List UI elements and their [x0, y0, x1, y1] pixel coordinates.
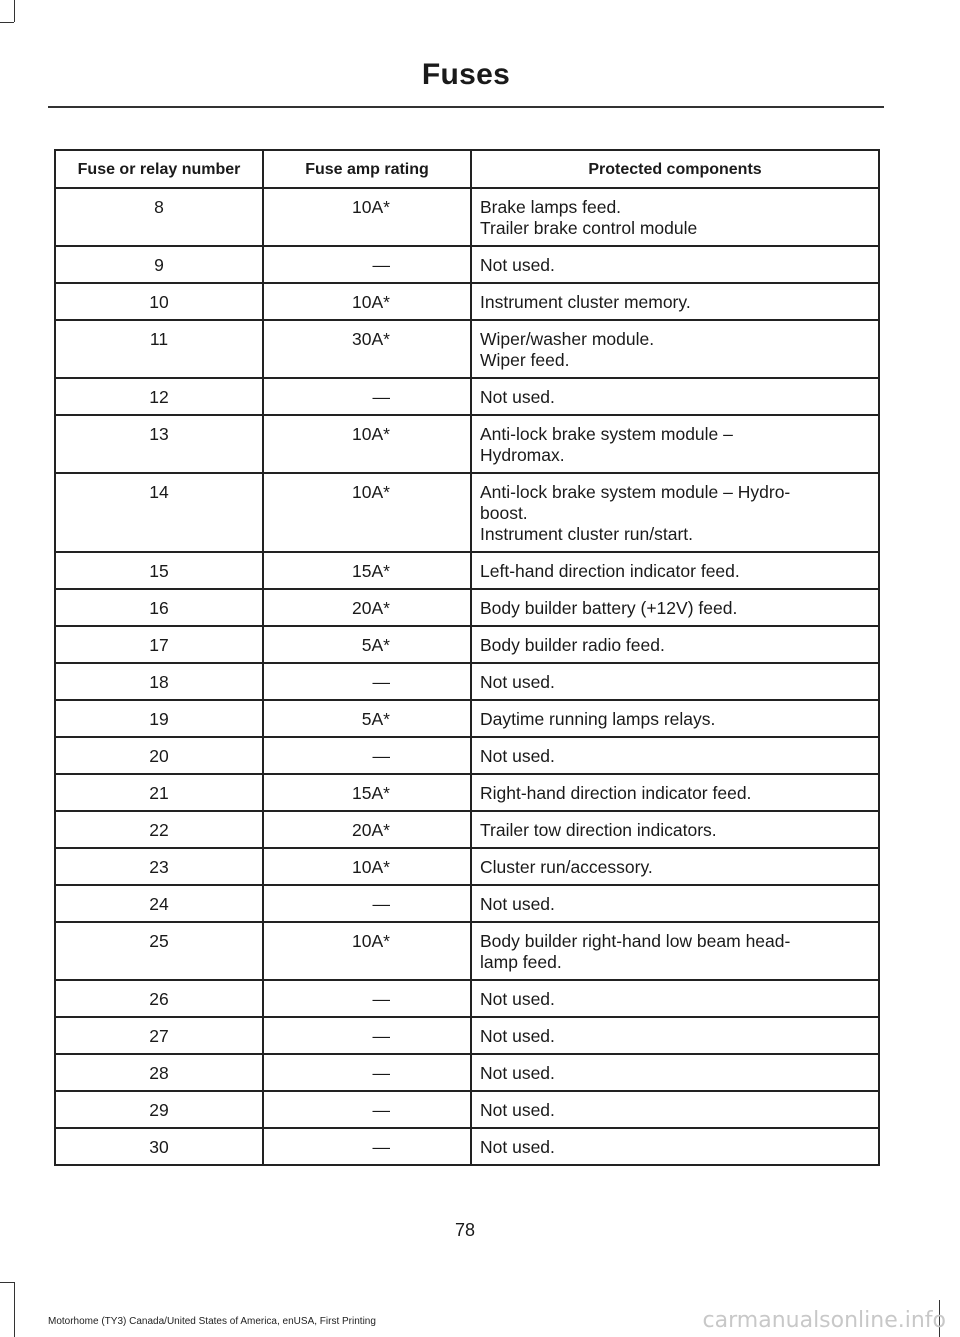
protected-components-cell	[471, 415, 879, 473]
column-header-protected-components: Protected components	[471, 150, 879, 188]
fuse-number-cell: 16	[55, 589, 263, 626]
table-row	[55, 1128, 879, 1165]
fuse-number-cell: 17	[55, 626, 263, 663]
component-line: Not used.	[480, 672, 555, 692]
amp-rating-cell: —	[263, 378, 471, 415]
crop-mark	[14, 1282, 15, 1337]
protected-components-cell	[471, 811, 879, 848]
component-line: boost.	[480, 503, 528, 523]
fuse-number-cell: 27	[55, 1017, 263, 1054]
protected-components-cell	[471, 1091, 879, 1128]
table-row	[55, 589, 879, 626]
fuse-number-cell: 26	[55, 980, 263, 1017]
component-line: lamp feed.	[480, 952, 562, 972]
table-row	[55, 188, 879, 246]
fuse-number-cell: 8	[55, 188, 263, 246]
component-line: Not used.	[480, 1137, 555, 1157]
table-row	[55, 663, 879, 700]
amp-rating-cell: —	[263, 1091, 471, 1128]
amp-rating-cell: 10A*	[263, 848, 471, 885]
amp-rating-cell: —	[263, 885, 471, 922]
amp-rating-cell: 10A*	[263, 922, 471, 980]
fuse-number-cell: 10	[55, 283, 263, 320]
amp-rating-cell: —	[263, 1054, 471, 1091]
amp-rating-cell: 10A*	[263, 283, 471, 320]
protected-components-cell	[471, 922, 879, 980]
fuse-number-cell: 19	[55, 700, 263, 737]
protected-components-cell	[471, 473, 879, 552]
table-row	[55, 737, 879, 774]
component-line: Body builder right-hand low beam head-	[480, 931, 791, 951]
table-row	[55, 283, 879, 320]
fuse-number-cell: 13	[55, 415, 263, 473]
amp-rating-cell: —	[263, 737, 471, 774]
component-line: Instrument cluster memory.	[480, 292, 691, 312]
component-line: Not used.	[480, 255, 555, 275]
protected-components-cell	[471, 552, 879, 589]
component-line: Instrument cluster run/start.	[480, 524, 693, 544]
protected-components-cell	[471, 737, 879, 774]
fuse-number-cell: 22	[55, 811, 263, 848]
table-row	[55, 1017, 879, 1054]
protected-components-cell	[471, 774, 879, 811]
component-line: Trailer brake control module	[480, 218, 698, 238]
table-row	[55, 1091, 879, 1128]
fuse-number-cell: 9	[55, 246, 263, 283]
protected-components-cell	[471, 188, 879, 246]
amp-rating-cell: 30A*	[263, 320, 471, 378]
component-line: Hydromax.	[480, 445, 565, 465]
component-line: Body builder battery (+12V) feed.	[480, 598, 738, 618]
component-line: Not used.	[480, 989, 555, 1009]
amp-rating-cell: 20A*	[263, 811, 471, 848]
table-row	[55, 552, 879, 589]
fuse-number-cell: 29	[55, 1091, 263, 1128]
amp-rating-cell: 10A*	[263, 188, 471, 246]
protected-components-cell	[471, 283, 879, 320]
protected-components-cell	[471, 1017, 879, 1054]
header-divider	[48, 106, 884, 108]
fuse-number-cell: 15	[55, 552, 263, 589]
table-row	[55, 415, 879, 473]
component-line: Body builder radio feed.	[480, 635, 665, 655]
table-row	[55, 922, 879, 980]
table-body	[55, 188, 879, 1165]
protected-components-cell	[471, 626, 879, 663]
protected-components-cell	[471, 885, 879, 922]
amp-rating-cell: 5A*	[263, 700, 471, 737]
protected-components-cell	[471, 589, 879, 626]
protected-components-cell	[471, 320, 879, 378]
amp-rating-cell: —	[263, 980, 471, 1017]
table-row	[55, 246, 879, 283]
column-header-amp-rating: Fuse amp rating	[263, 150, 471, 188]
protected-components-cell	[471, 848, 879, 885]
fuse-number-cell: 20	[55, 737, 263, 774]
fuse-number-cell: 24	[55, 885, 263, 922]
protected-components-cell	[471, 246, 879, 283]
table-row	[55, 626, 879, 663]
fuse-number-cell: 11	[55, 320, 263, 378]
fuse-number-cell: 28	[55, 1054, 263, 1091]
protected-components-cell	[471, 1128, 879, 1165]
table-row	[55, 848, 879, 885]
protected-components-cell	[471, 378, 879, 415]
table-row	[55, 473, 879, 552]
amp-rating-cell: 15A*	[263, 552, 471, 589]
fuse-number-cell: 21	[55, 774, 263, 811]
table-row	[55, 700, 879, 737]
crop-mark	[0, 1282, 14, 1283]
fuse-number-cell: 25	[55, 922, 263, 980]
amp-rating-cell: —	[263, 246, 471, 283]
table-row	[55, 811, 879, 848]
amp-rating-cell: 10A*	[263, 473, 471, 552]
page-number: 78	[454, 1220, 476, 1240]
protected-components-cell	[471, 663, 879, 700]
protected-components-cell	[471, 700, 879, 737]
fuse-number-cell: 18	[55, 663, 263, 700]
table-row	[55, 774, 879, 811]
component-line: Not used.	[480, 1063, 555, 1083]
publication-info: Motorhome (TY3) Canada/United States of America, enUSA, First Printing	[48, 1316, 376, 1327]
fuse-number-cell: 14	[55, 473, 263, 552]
fuse-number-cell: 12	[55, 378, 263, 415]
component-line: Anti-lock brake system module – Hydro-	[480, 482, 791, 502]
fuse-table	[54, 149, 880, 1166]
table-row	[55, 378, 879, 415]
amp-rating-cell: 10A*	[263, 415, 471, 473]
protected-components-cell	[471, 1054, 879, 1091]
fuse-number-cell: 30	[55, 1128, 263, 1165]
page-title: Fuses	[421, 58, 511, 91]
table-row	[55, 1054, 879, 1091]
protected-components-cell	[471, 980, 879, 1017]
column-header-fuse-number: Fuse or relay number	[55, 150, 263, 188]
amp-rating-cell: —	[263, 1017, 471, 1054]
amp-rating-cell: 20A*	[263, 589, 471, 626]
table-row	[55, 980, 879, 1017]
table-header-row	[55, 150, 879, 188]
component-line: Daytime running lamps relays.	[480, 709, 716, 729]
fuse-number-cell: 23	[55, 848, 263, 885]
amp-rating-cell: 15A*	[263, 774, 471, 811]
component-line: Brake lamps feed.	[480, 197, 622, 217]
crop-mark	[0, 22, 14, 23]
component-line: Not used.	[480, 894, 555, 914]
table-row	[55, 320, 879, 378]
component-line: Not used.	[480, 1100, 555, 1120]
component-line: Left-hand direction indicator feed.	[480, 561, 740, 581]
component-line: Not used.	[480, 387, 555, 407]
amp-rating-cell: 5A*	[263, 626, 471, 663]
watermark: carmanualsonline.info	[702, 1308, 946, 1333]
amp-rating-cell: —	[263, 1128, 471, 1165]
table-row	[55, 885, 879, 922]
component-line: Wiper feed.	[480, 350, 570, 370]
component-line: Cluster run/accessory.	[480, 857, 653, 877]
crop-mark	[14, 0, 15, 22]
component-line: Trailer tow direction indicators.	[480, 820, 717, 840]
amp-rating-cell: —	[263, 663, 471, 700]
component-line: Anti-lock brake system module –	[480, 424, 733, 444]
component-line: Not used.	[480, 1026, 555, 1046]
component-line: Wiper/washer module.	[480, 329, 655, 349]
component-line: Not used.	[480, 746, 555, 766]
component-line: Right-hand direction indicator feed.	[480, 783, 752, 803]
